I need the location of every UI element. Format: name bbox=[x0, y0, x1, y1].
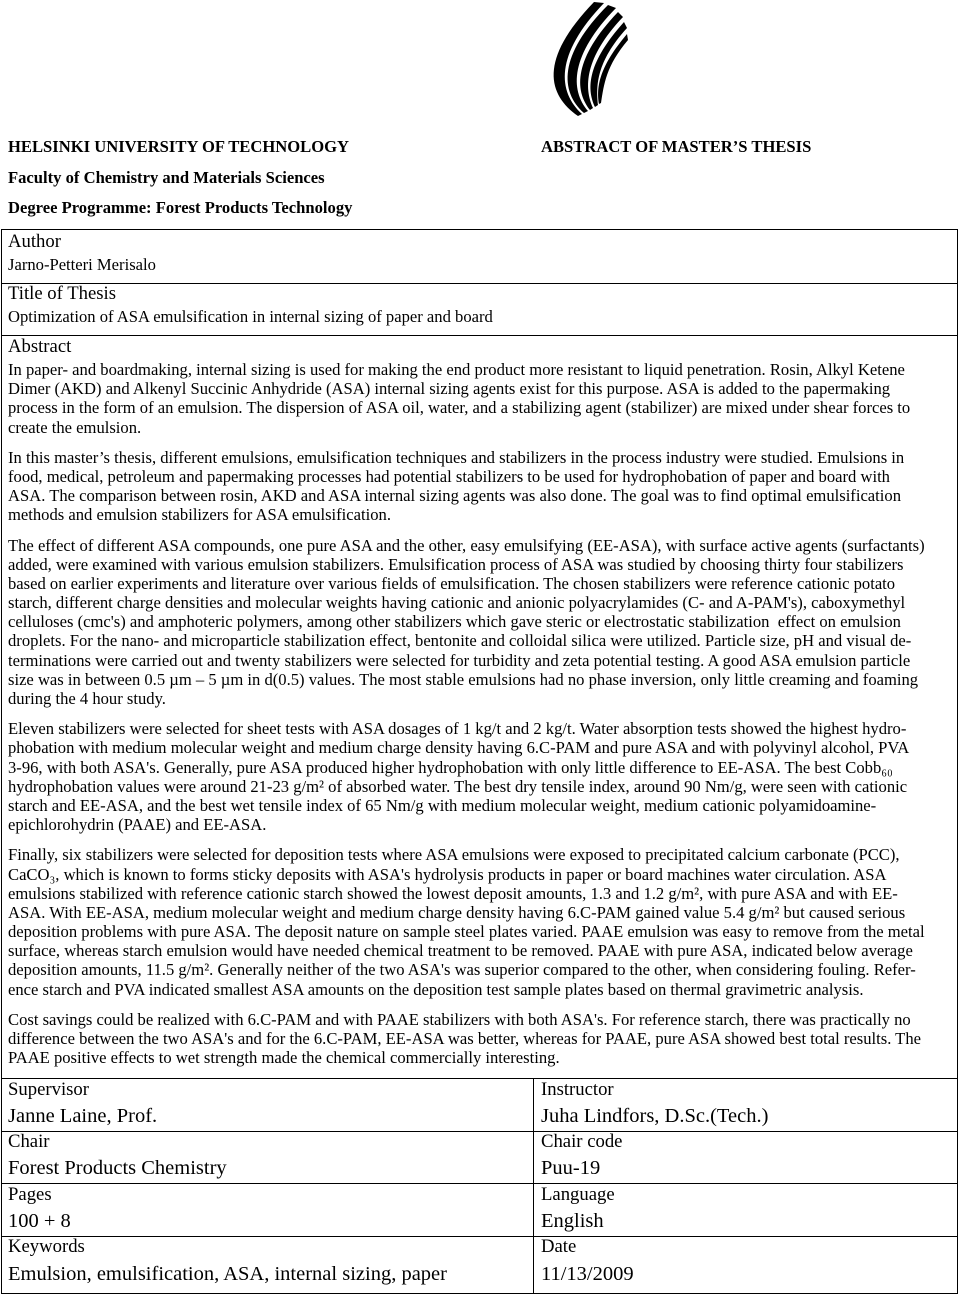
abstract-line: methods and emulsion stabilizers for ASA emulsification. bbox=[8, 505, 391, 525]
abstract-paragraph bbox=[8, 448, 953, 525]
hut-logo-icon bbox=[538, 0, 628, 118]
language-value: English bbox=[541, 1210, 604, 1232]
pages-value: 100 + 8 bbox=[8, 1210, 71, 1232]
abstract-label: Abstract bbox=[8, 336, 72, 357]
abstract-line: Finally, six stabilizers were selected for deposition tests where ASA emulsions were exposed to precipitated calcium carbonate (PCC), bbox=[8, 845, 900, 865]
abstract-paragraph bbox=[8, 1010, 953, 1068]
title-divider bbox=[1, 335, 958, 336]
abstract-line: surface, whereas starch emulsion would have needed chemical treatment to be removed. PAAE with pure ASA, indicated below average bbox=[8, 941, 913, 961]
document-type: ABSTRACT OF MASTER’S THESIS bbox=[541, 137, 812, 156]
author-label: Author bbox=[8, 231, 61, 252]
language-label: Language bbox=[541, 1184, 615, 1205]
keywords-value: Emulsion, emulsification, ASA, internal sizing, paper bbox=[8, 1263, 447, 1285]
abstract-body bbox=[8, 360, 953, 1078]
details-column-divider bbox=[533, 1078, 534, 1294]
abstract-line: during the 4 hour study. bbox=[8, 689, 166, 708]
abstract-line: 3-96, with both ASA's. Generally, pure ASA produced higher hydrophobation with only little difference to EE-ASA. The best Cobb₆₀ bbox=[8, 757, 893, 777]
supervisor-label: Supervisor bbox=[8, 1079, 89, 1100]
author-name: Jarno-Petteri Merisalo bbox=[8, 255, 156, 274]
abstract-line: difference between the two ASA's and for the 6.C-PAM, EE-ASA was better, whereas for PAAE, pure ASA showed best total results. The bbox=[8, 1029, 921, 1048]
chair-code-value: Puu-19 bbox=[541, 1157, 601, 1179]
abstract-line: size was in between 0.5 µm – 5 µm in d(0.5) values. The most stable emulsions had no phase inversion, only little creaming and foaming bbox=[8, 669, 919, 689]
abstract-paragraph bbox=[8, 719, 953, 834]
thesis-title: Optimization of ASA emulsification in internal sizing of paper and board bbox=[8, 307, 493, 326]
abstract-line: CaCO₃, which is known to forms sticky deposits with ASA's hydrolysis products in paper or board machines water circulation. ASA bbox=[8, 864, 887, 884]
abstract-line: celluloses (cmc's) and amphoteric polymers, among other stabilizers which gave steric or electrostatic stabilization effect on emulsion bbox=[8, 612, 901, 632]
abstract-paragraph bbox=[8, 360, 953, 437]
abstract-line: droplets. For the nano- and microparticle stabilization effect, bentonite and colloidal silica were utilized. Particle size, pH and visual de- bbox=[8, 631, 912, 651]
supervisor-value: Janne Laine, Prof. bbox=[8, 1105, 158, 1127]
instructor-value: Juha Lindfors, D.Sc.(Tech.) bbox=[541, 1105, 769, 1127]
abstract-line: based on earlier experiments and literature over various fields of emulsification. The chosen stabilizers were reference cationic potato bbox=[8, 573, 896, 593]
details-row-divider bbox=[1, 1183, 958, 1184]
chair-code-label: Chair code bbox=[541, 1131, 623, 1152]
title-label: Title of Thesis bbox=[8, 283, 116, 304]
abstract-line: In paper- and boardmaking, internal sizing is used for making the end product more resistant to liquid penetration. Rosin, Alkyl Ketene bbox=[8, 360, 905, 379]
abstract-line: food, medical, petroleum and papermaking processes had potential stabilizers to be used for hydrophobation of paper and board with bbox=[8, 466, 890, 486]
abstract-line: Cost savings could be realized with 6.C-PAM and with PAAE stabilizers with both ASA's. For reference starch, there was practically no bbox=[8, 1009, 911, 1029]
chair-label: Chair bbox=[8, 1131, 50, 1152]
abstract-line: In this master’s thesis, different emulsions, emulsification techniques and stabilizers in the process industry were studied. Emulsions in bbox=[8, 447, 905, 467]
abstract-line: starch and EE-ASA, and the best wet tensile index of 65 Nm/g with medium molecular weight, medium cationic polyamidoamine- bbox=[8, 795, 877, 815]
abstract-line: hydrophobation values were around 21-23 g/m² of absorbed water. The best dry tensile index, around 90 Nm/g, were seen with cationic bbox=[8, 776, 908, 796]
keywords-label: Keywords bbox=[8, 1236, 85, 1257]
abstract-line: PAAE positive effects to wet strength made the chemical commercially interesting. bbox=[8, 1048, 560, 1068]
date-label: Date bbox=[541, 1236, 577, 1257]
date-value: 11/13/2009 bbox=[541, 1263, 634, 1285]
author-divider bbox=[1, 283, 958, 284]
abstract-line: The effect of different ASA compounds, one pure ASA and the other, easy emulsifying (EE-ASA), with surface active agents (surfactants) bbox=[8, 535, 925, 555]
abstract-line: starch, different charge densities and molecular weights having cationic and anionic polyacrylamides (C- and A-PAM's), caboxymethyl bbox=[8, 593, 906, 613]
abstract-line: added, were examined with various emulsion stabilizers. Emulsification process of ASA was studied by choosing thirty four stabilizers bbox=[8, 554, 904, 574]
degree-programme: Degree Programme: Forest Products Technology bbox=[8, 198, 353, 217]
university-name: HELSINKI UNIVERSITY OF TECHNOLOGY bbox=[8, 137, 350, 156]
abstract-paragraph bbox=[8, 845, 953, 999]
abstract-line: ence starch and PVA indicated smallest ASA amounts on the deposition test sample plates based on thermal gravimetric analysis. bbox=[8, 979, 864, 999]
abstract-line: epichlorohydrin (PAAE) and EE-ASA. bbox=[8, 815, 267, 835]
abstract-line: phobation with medium molecular weight and medium charge density having 6.C-PAM and pure ASA and with polyvinyl alcohol, PVA bbox=[8, 738, 910, 758]
chair-value: Forest Products Chemistry bbox=[8, 1157, 227, 1179]
details-row-divider bbox=[1, 1236, 958, 1237]
abstract-line: process in the form of an emulsion. The dispersion of ASA oil, water, and a stabilizing agent (stabilizer) are mixed under shear forces to bbox=[8, 398, 911, 418]
abstract-line: ASA. With EE-ASA, medium molecular weight and medium charge density having 6.C-PAM gained value 5.4 g/m² but caused serious bbox=[8, 902, 906, 922]
abstract-line: terminations were carried out and twenty stabilizers were selected for turbidity and zeta potential testing. A good ASA emulsion particle bbox=[8, 650, 911, 670]
details-row-divider bbox=[1, 1131, 958, 1132]
pages-label: Pages bbox=[8, 1184, 52, 1205]
instructor-label: Instructor bbox=[541, 1079, 614, 1100]
faculty-name: Faculty of Chemistry and Materials Sciences bbox=[8, 168, 325, 187]
abstract-line: Dimer (AKD) and Alkenyl Succinic Anhydride (ASA) internal sizing agents exist for this purpose. ASA is added to the papermaking bbox=[8, 379, 891, 399]
abstract-line: ASA. The comparison between rosin, AKD and ASA internal sizing agents was also done. The goal was to find optimal emulsification bbox=[8, 486, 901, 506]
abstract-line: Eleven stabilizers were selected for sheet tests with ASA dosages of 1 kg/t and 2 kg/t. Water absorption tests showed the highest hydro- bbox=[8, 719, 907, 739]
abstract-line: emulsions stabilized with reference cationic starch showed the lowest deposit amounts, 1.3 and 1.2 g/m², with pure ASA and with EE- bbox=[8, 883, 898, 903]
abstract-line: create the emulsion. bbox=[8, 417, 142, 437]
abstract-paragraph bbox=[8, 536, 953, 709]
abstract-line: deposition problems with pure ASA. The deposit nature on sample steel plates varied. PAAE emulsion was easy to remove from the metal bbox=[8, 922, 925, 942]
abstract-line: deposition amounts, 11.5 g/m². Generally neither of the two ASA's was superior compared to the other, when considering fouling. Refer- bbox=[8, 960, 916, 980]
